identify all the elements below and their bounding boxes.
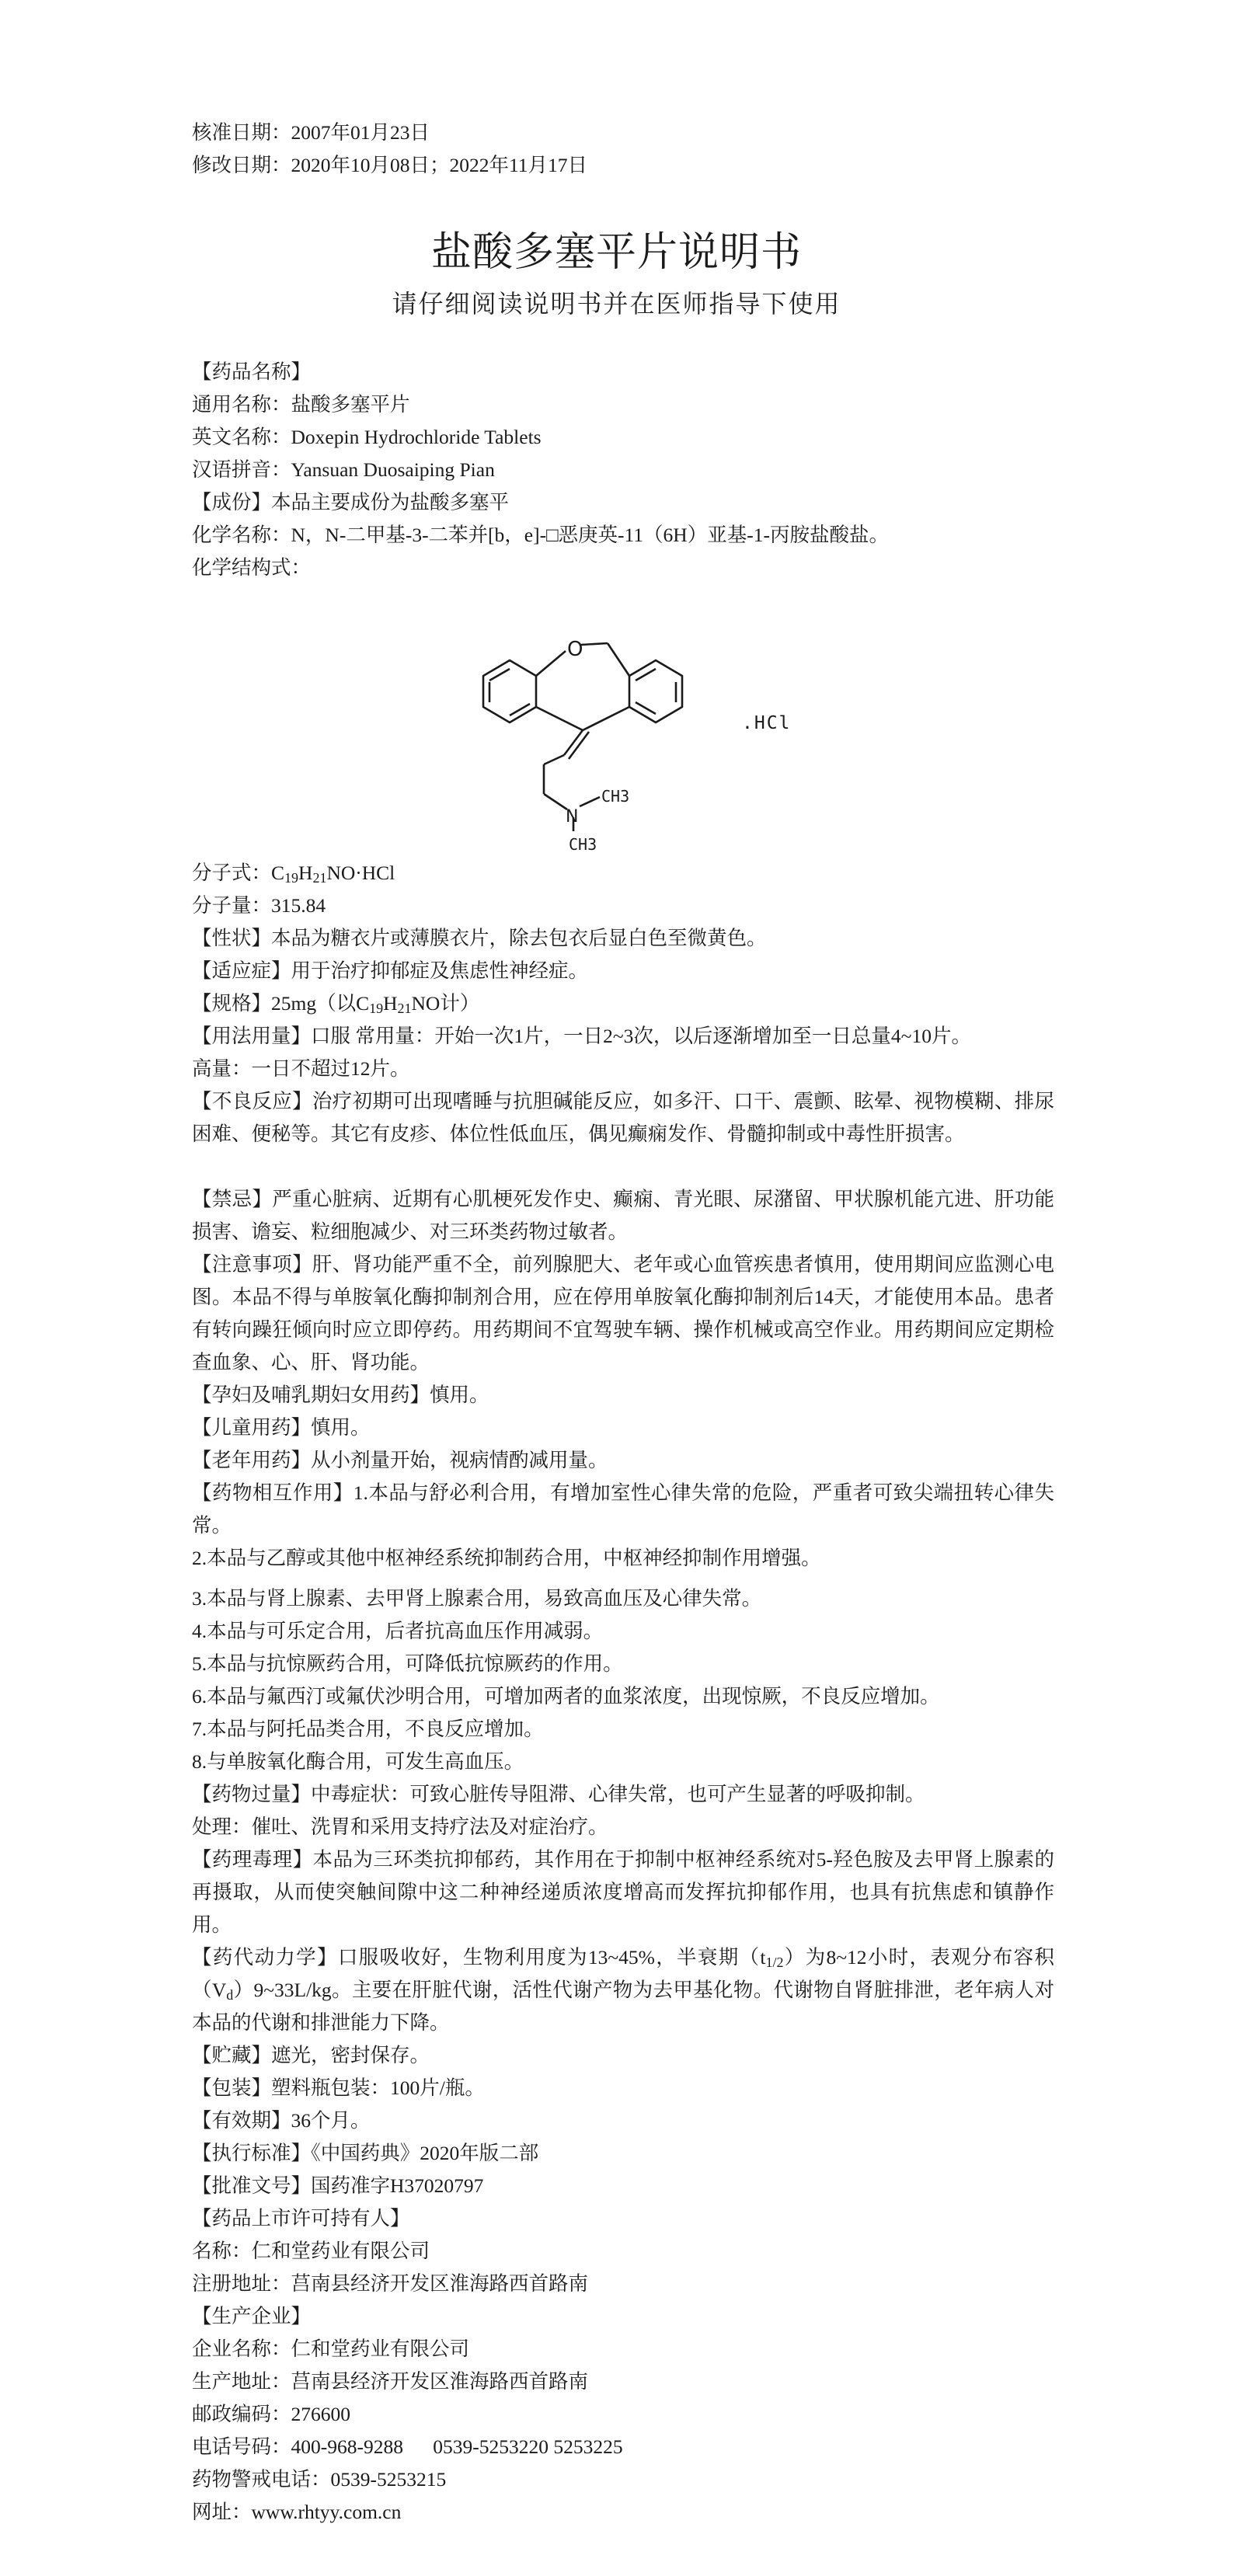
manufacturer-address: 生产地址：莒南县经济开发区淮海路西首路南 [192, 2370, 589, 2393]
mah-name: 名称：仁和堂药业有限公司 [192, 2240, 430, 2262]
pregnancy-use: 【孕妇及哺乳期妇女用药】慎用。 [192, 1384, 489, 1406]
standard: 【执行标准】《中国药典》2020年版二部 [192, 2142, 539, 2164]
phone-numbers: 电话号码：400-968-9288 0539-5253220 5253225 [192, 2435, 623, 2458]
molecular-weight: 分子量：315.84 [192, 894, 326, 917]
drug-name-heading: 【药品名称】 [192, 360, 312, 383]
interaction-item-8: 8.与单胺氧化酶合用，可发生高血压。 [192, 1750, 524, 1773]
dosage-line-2: 高量：一日不超过12片。 [192, 1057, 410, 1080]
indications: 【适应症】用于治疗抑郁症及焦虑性神经症。 [192, 959, 589, 982]
chemical-name: 化学名称：N，N-二甲基-3-二苯并[b，e]-□恶庚英-11（6H）亚基-1-丙胺盐酸盐。 [192, 524, 889, 546]
interaction-item-3: 3.本品与肾上腺素、去甲肾上腺素合用，易致高血压及心律失常。 [192, 1587, 762, 1610]
common-name: 通用名称：盐酸多塞平片 [192, 393, 410, 416]
structure-label: 化学结构式： [192, 556, 312, 579]
hcl-label: .HCl [742, 713, 792, 733]
shelf-life: 【有效期】36个月。 [192, 2109, 371, 2132]
molecular-formula: 分子式：$C_{19}H_{21}NO\cdot HCl$ [192, 862, 395, 886]
approval-number: 【批准文号】国药准字H37020797 [192, 2174, 484, 2197]
contraindications: 【禁忌】严重心脏病、近期有心肌梗死发作史、癫痫、青光眼、尿潴留、甲状腺机能亢进、肝功能损害、谵妄、粒细胞减少、对三环类药物过敏者。 [192, 1188, 1054, 1243]
adverse-reactions: 【不良反应】治疗初期可出现嗜睡与抗胆碱能反应，如多汗、口干、震颤、眩晕、视物模糊、排尿困难、便秘等。其它有皮疹、体位性低血压，偶见癫痫发作、骨髓抑制或中毒性肝损害。 [192, 1090, 1054, 1145]
website-link[interactable]: 网址：www.rhtyy.com.cn [192, 2501, 402, 2523]
pinyin-name: 汉语拼音：Yansuan Duosaiping Pian [192, 458, 495, 481]
interaction-item-7: 7.本品与阿托品类合用，不良反应增加。 [192, 1718, 544, 1740]
interaction-item-6: 6.本品与氟西汀或氟伏沙明合用，可增加两者的血浆浓度，出现惊厥，不良反应增加。 [192, 1685, 940, 1707]
composition: 【成份】本品主要成份为盐酸多塞平 [192, 491, 510, 513]
storage: 【贮藏】遮光，密封保存。 [192, 2044, 430, 2066]
mah-address: 注册地址：莒南县经济开发区淮海路西首路南 [192, 2272, 589, 2295]
postcode: 邮政编码：276600 [192, 2403, 351, 2425]
pharmacokinetics: 【药代动力学】口服吸收好，生物利用度为13~45%，半衰期$(t_{1/2})$为8~12小时，表观分布容积$(V_d)9\sim 33L/kg$。主要在肝脏代谢，活性代谢产物为去甲基化物。代谢物自肾脏排泄，老年病人对本品的代谢和排泄能力下降。 [192, 1946, 1055, 2034]
interaction-item-4: 4.本品与可乐定合用，后者抗高血压作用减弱。 [192, 1620, 604, 1642]
oxygen-atom: O [567, 638, 583, 661]
interaction-item-5: 5.本品与抗惊厥药合用，可降低抗惊厥药的作用。 [192, 1652, 623, 1675]
pediatric-use: 【儿童用药】慎用。 [192, 1416, 371, 1439]
mah-heading: 【药品上市许可持有人】 [192, 2207, 410, 2230]
english-name: 英文名称：Doxepin Hydrochloride Tablets [192, 426, 542, 448]
methyl-group-lower: CH3 [569, 835, 597, 854]
specification: 【规格】25mg（以$C_{19}H_{21}NO$计） [192, 992, 480, 1016]
interaction-item-1: 【药物相互作用】1.本品与舒必利合用，有增加室性心律失常的危险，严重者可致尖端扭转心律失常。 [192, 1481, 1054, 1537]
nitrogen-atom: N [566, 807, 579, 827]
interaction-item-2: 2.本品与乙醇或其他中枢神经系统抑制药合用，中枢神经抑制作用增强。 [192, 1547, 821, 1569]
methyl-group-upper: CH3 [601, 787, 630, 806]
dosage-line-1: 【用法用量】口服 常用量：开始一次1片，一日2~3次，以后逐渐增加至一日总量4~10片。 [192, 1025, 971, 1047]
manufacturer-name: 企业名称：仁和堂药业有限公司 [192, 2338, 470, 2360]
precautions: 【注意事项】肝、肾功能严重不全，前列腺肥大、老年或心血管疾患者慎用，使用期间应监测心电图。本品不得与单胺氧化酶抑制剂合用，应在停用单胺氧化酶抑制剂后14天，才能使用本品。患者有转向躁狂倾向时应立即停药。用药期间不宜驾驶车辆、操作机械或高空作业。用药期间应定期检查血象、心、肝、肾功能。 [192, 1253, 1054, 1373]
pharmacovigilance-phone: 药物警戒电话：0539-5253215 [192, 2468, 447, 2491]
overdose-symptoms: 【药物过量】中毒症状：可致心脏传导阻滞、心律失常，也可产生显著的呼吸抑制。 [192, 1783, 925, 1805]
approval-date: 核准日期：2007年01月23日 [192, 121, 430, 144]
geriatric-use: 【老年用药】从小剂量开始，视病情酌减用量。 [192, 1449, 608, 1471]
manufacturer-heading: 【生产企业】 [192, 2305, 312, 2327]
document-title: 盐酸多塞平片说明书 [430, 229, 802, 276]
properties: 【性状】本品为糖衣片或薄膜衣片，除去包衣后显白色至微黄色。 [192, 927, 767, 949]
document-subtitle: 请仔细阅读说明书并在医师指导下使用 [392, 289, 841, 319]
package: 【包装】塑料瓶包装：100片/瓶。 [192, 2076, 485, 2099]
pharmacology: 【药理毒理】本品为三环类抗抑郁药，其作用在于抑制中枢神经系统对5-羟色胺及去甲肾上腺素的再摄取，从而使突触间隙中这二种神经递质浓度增高而发挥抗抑郁作用，也具有抗焦虑和镇静作用。 [192, 1848, 1054, 1936]
revision-date: 修改日期：2020年10月08日；2022年11月17日 [192, 154, 588, 176]
overdose-treatment: 处理：催吐、洗胃和采用支持疗法及对症治疗。 [192, 1815, 608, 1838]
chemical-structure-diagram [435, 598, 761, 855]
